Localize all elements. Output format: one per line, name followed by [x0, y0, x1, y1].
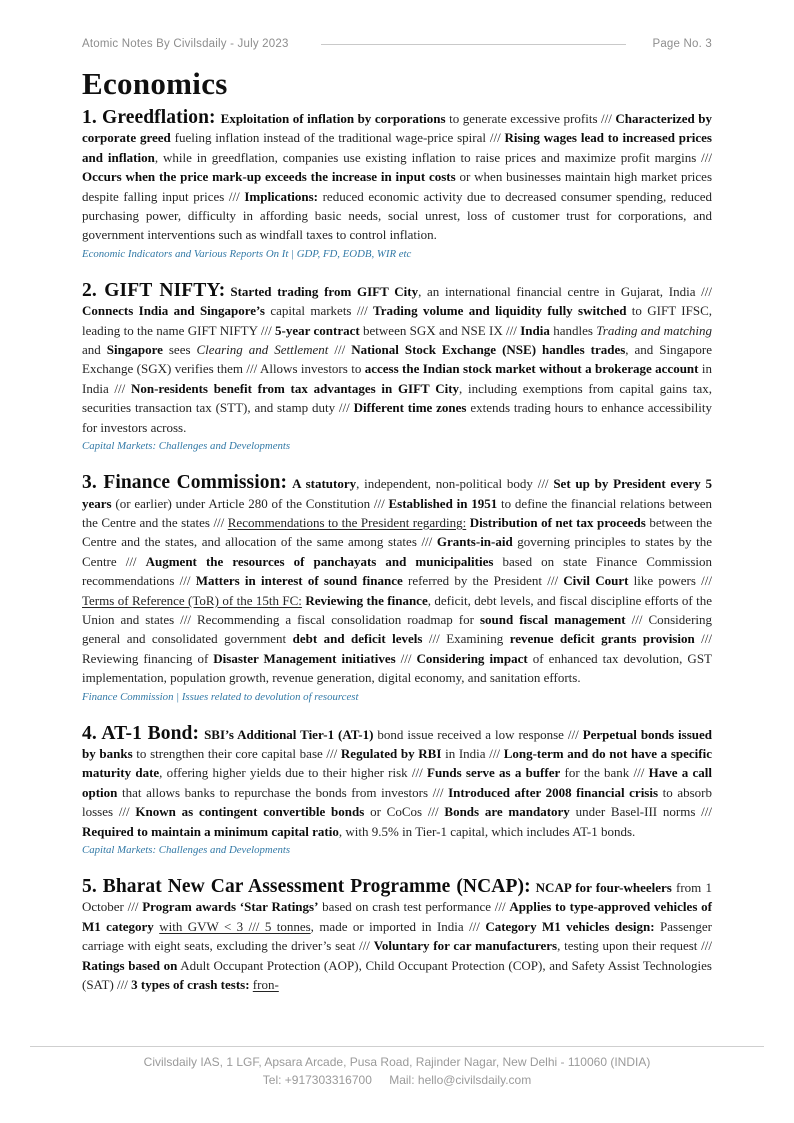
section-heading: 2. GIFT NIFTY:	[82, 279, 226, 301]
page-title: Economics	[82, 66, 228, 101]
section-paragraph	[82, 877, 712, 994]
section-heading: 5. Bharat New Car Assessment Programme (NCAP):	[82, 876, 531, 897]
footer-address: Civilsdaily IAS, 1 LGF, Apsara Arcade, Pusa Road, Rajinder Nagar, New Delhi - 110060 (INDIA)	[143, 1055, 651, 1069]
section-tag: Finance Commission | Issues related to devolution of resourcest	[82, 690, 359, 703]
section-heading: 4. AT-1 Bond:	[82, 722, 200, 744]
header-divider-line	[321, 44, 627, 45]
section-tag: Capital Markets: Challenges and Developments	[82, 844, 291, 856]
header-booklet-title: Atomic Notes By Civilsdaily - July 2023	[82, 38, 289, 50]
section-paragraph	[82, 281, 712, 437]
section-tag: Capital Markets: Challenges and Developments	[82, 440, 291, 453]
section-text: Started trading from GIFT City, an international financial centre in Gujarat, India /// Connects India and Singapore’s capital markets /// Trading volume and liquidity fully switched to GIFT IFSC, leading to the name GIFT NIFTY /// 5-year contract between SGX and NSE IX /// India handles Trading and matching and Singapore sees Clearing and Settlement /// National Stock Exchange (NSE) handles trades, and Singapore Exchange (SGX) verifies them /// Allows investors to access the Indian stock market without a brokerage account in India /// Non-residents benefit from tax advantages in GIFT City, including exemptions from capital gains tax, securities transaction tax (STT), and stamp duty /// Different time zones extends trading hours to enhance accessibility for investors across.	[82, 283, 713, 435]
section-text: Exploitation of inflation by corporations to generate excessive profits /// Characterized by corporate greed fueling inflation instead of the traditional wage-price spiral /// Rising wages lead to increased prices and inflation, while in greedflation, companies use existing inflation to raise prices and maximize profit margins /// Occurs when the price mark-up exceeds the increase in input costs or when businesses maintain high market prices despite falling input prices /// Implications: reduced economic activity due to decreased consumer spending, reduced purchasing power, difficulty in affording basic needs, social unrest, loss of customer trust for corporations, and government interventions such as windfall taxes to control inflation.	[82, 111, 713, 243]
section-text: SBI’s Additional Tier-1 (AT-1) bond issue received a low response /// Perpetual bonds issued by banks to strengthen their core capital base /// Regulated by RBI in India /// Long-term and do not have a specific maturity date, offering higher yields due to their higher risk /// Funds serve as a buffer for the bank /// Have a call option that allows banks to repurchase the bonds from investors /// Introduced after 2008 financial crisis to absorb losses /// Known as contingent convertible bonds or CoCos /// Bonds are mandatory under Basel-III norms /// Required to maintain a minimum capital ratio, with 9.5% in Tier-1 capital, which includes AT-1 bonds.	[82, 726, 712, 839]
page-footer	[30, 1046, 764, 1089]
section-bharat-ncap	[82, 877, 712, 994]
section-heading: 3. Finance Commission:	[82, 472, 288, 494]
section-gift-nifty	[82, 281, 712, 453]
section-paragraph	[82, 108, 712, 245]
section-paragraph	[82, 724, 712, 841]
section-heading: 1. Greedflation:	[82, 107, 216, 128]
section-greedflation	[82, 108, 712, 261]
page-number: Page No. 3	[652, 38, 712, 50]
section-text: NCAP for four-wheelers from 1 October /// Program awards ‘Star Ratings’ based on crash test performance /// Applies to type-approved vehicles of M1 category with GVW < 3 /// 5 tonnes, made or imported in India /// Category M1 vehicles design: Passenger carriage with eight seats, excluding the driver’s seat /// Voluntary for car manufacturers, testing upon their request /// Ratings based on Adult Occupant Protection (AOP), Child Occupant Protection (COP), and Safety Assist Technologies (SAT) /// 3 types of crash tests: fron-	[82, 880, 712, 993]
section-finance-commission	[82, 473, 712, 703]
section-tag: Economic Indicators and Various Reports On It | GDP, FD, EODB, WIR etc	[82, 247, 412, 260]
notes-content	[82, 108, 712, 1014]
footer-email: Mail: hello@civilsdaily.com	[389, 1072, 532, 1087]
section-text: A statutory, independent, non-political body /// Set up by President every 5 years (or earlier) under Article 280 of the Constitution /// Established in 1951 to define the financial relations between the Centre and the states /// Recommendations to the President regarding: Distribution of net tax proceeds between the Centre and the states, and allocation of the same among states /// Grants-in-aid governing principles to states by the Centre /// Augment the resources of panchayats and municipalities based on state Finance Commission recommendations /// Matters in interest of sound finance referred by the President /// Civil Court like powers /// Terms of Reference (ToR) of the 15th FC: Reviewing the finance, deficit, debt levels, and fiscal discipline efforts of the Union and states /// Recommending a fiscal consolidation roadmap for sound fiscal management /// Considering general and consolidated government debt and deficit levels /// Examining revenue deficit grants provision /// Reviewing financing of Disaster Management initiatives /// Considering impact of enhanced tax devolution, GST implementation, population growth, revenue generation, digital economy, and sanitation efforts.	[82, 476, 713, 686]
page-header	[82, 38, 712, 50]
footer-contact	[30, 1072, 764, 1090]
section-paragraph	[82, 473, 712, 687]
footer-telephone: Tel: +917303316700	[262, 1072, 372, 1087]
section-at1-bond	[82, 724, 712, 857]
